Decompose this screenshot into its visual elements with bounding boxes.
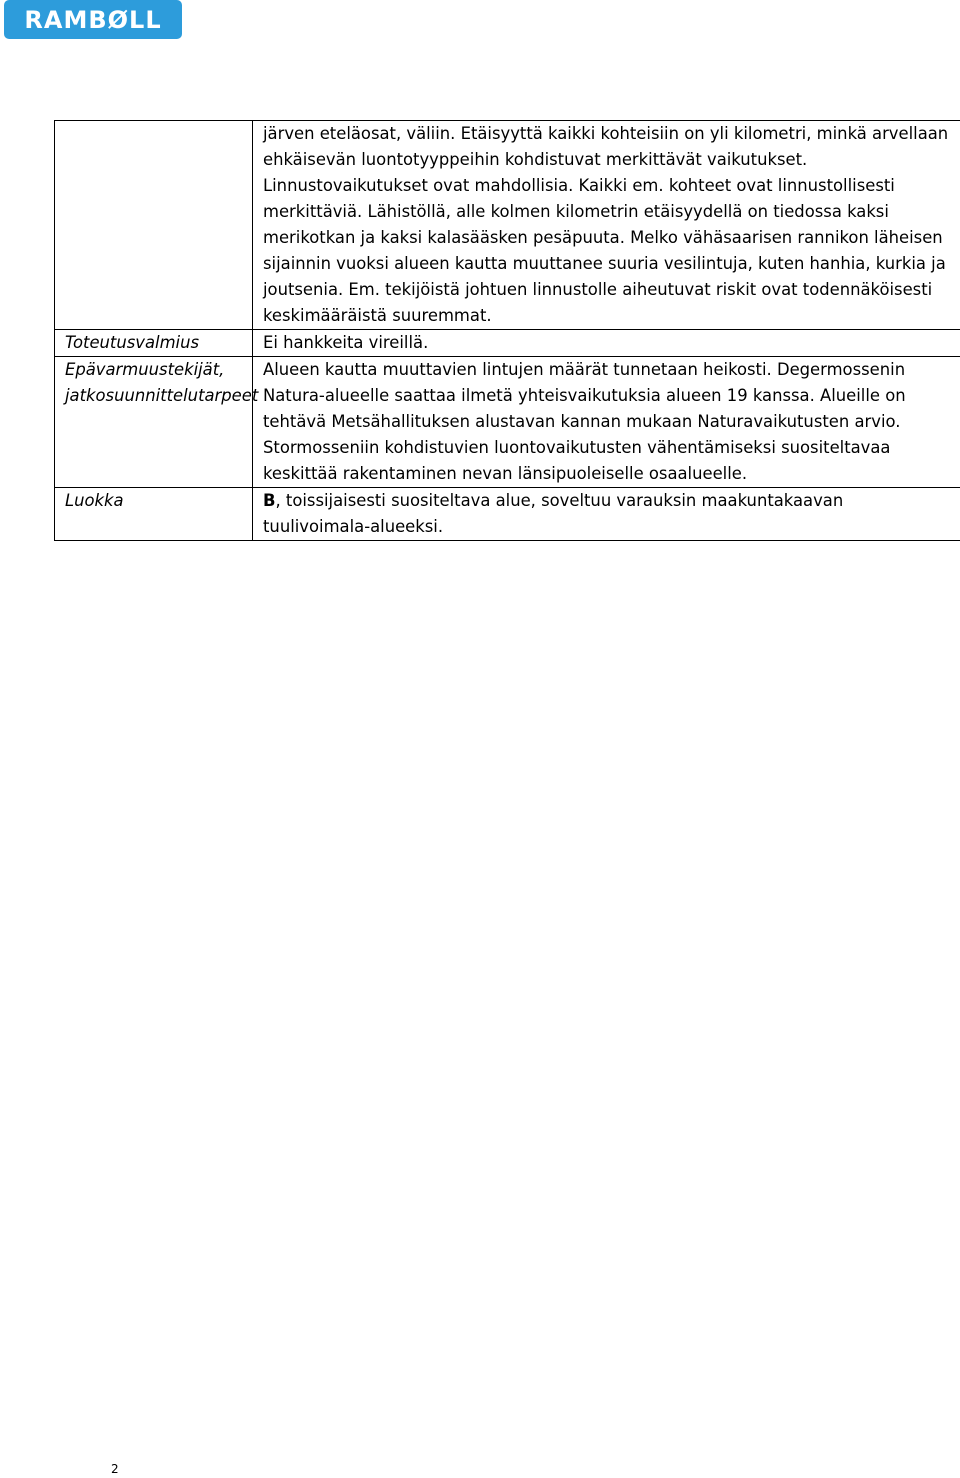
row-label-toteutusvalmius: Toteutusvalmius	[55, 330, 253, 357]
row-label	[55, 121, 253, 330]
row-content: Alueen kautta muuttavien lintujen määrät tunnetaan heikosti. Degermossenin Natura-alueelle saattaa ilmetä yhteisvaikutuksia alueen 19 kanssa. Alueille on tehtävä Metsähallituksen alustavan kannan mukaan Naturavaikutusten arvio. Stormosseniin kohdistuvien luontovaikutusten vähentämiseksi suositeltavaa keskittää rakentaminen nevan länsipuoleiselle osaalueelle.	[253, 357, 960, 488]
assessment-table	[54, 120, 960, 541]
table-row	[55, 330, 960, 357]
table-row	[55, 357, 960, 488]
row-content: järven eteläosat, väliin. Etäisyyttä kaikki kohteisiin on yli kilometri, minkä arvellaan ehkäisevän luontotyyppeihin kohdistuvat merkittävät vaikutukset. Linnustovaikutukset ovat mahdollisia. Kaikki em. kohteet ovat linnustollisesti merkittäviä. Lähistöllä, alle kolmen kilometrin etäisyydellä on tiedossa kaksi merikotkan ja kaksi kalasääsken pesäpuuta. Melko vähäsaarisen rannikon läheisen sijainnin vuoksi alueen kautta muuttanee suuria vesilintuja, kuten hanhia, kurkia ja joutsenia. Em. tekijöistä johtuen linnustolle aiheutuvat riskit ovat todennäköisesti keskimääräistä suuremmat.	[253, 121, 960, 330]
page-number: 2	[111, 1462, 119, 1476]
table-row	[55, 121, 960, 330]
class-description: , toissijaisesti suositeltava alue, soveltuu varauksin maakuntakaavan tuulivoimala-alueeksi.	[263, 491, 844, 536]
class-letter: B	[263, 491, 276, 510]
row-label-epavarmuustekijat: Epävarmuustekijät, jatkosuunnittelutarpeet	[55, 357, 253, 488]
logo-text: RAMBØLL	[24, 5, 162, 34]
table-row	[55, 488, 960, 541]
row-content: Ei hankkeita vireillä.	[253, 330, 960, 357]
row-content	[253, 488, 960, 541]
ramboll-logo	[4, 0, 182, 39]
row-label-luokka: Luokka	[55, 488, 253, 541]
